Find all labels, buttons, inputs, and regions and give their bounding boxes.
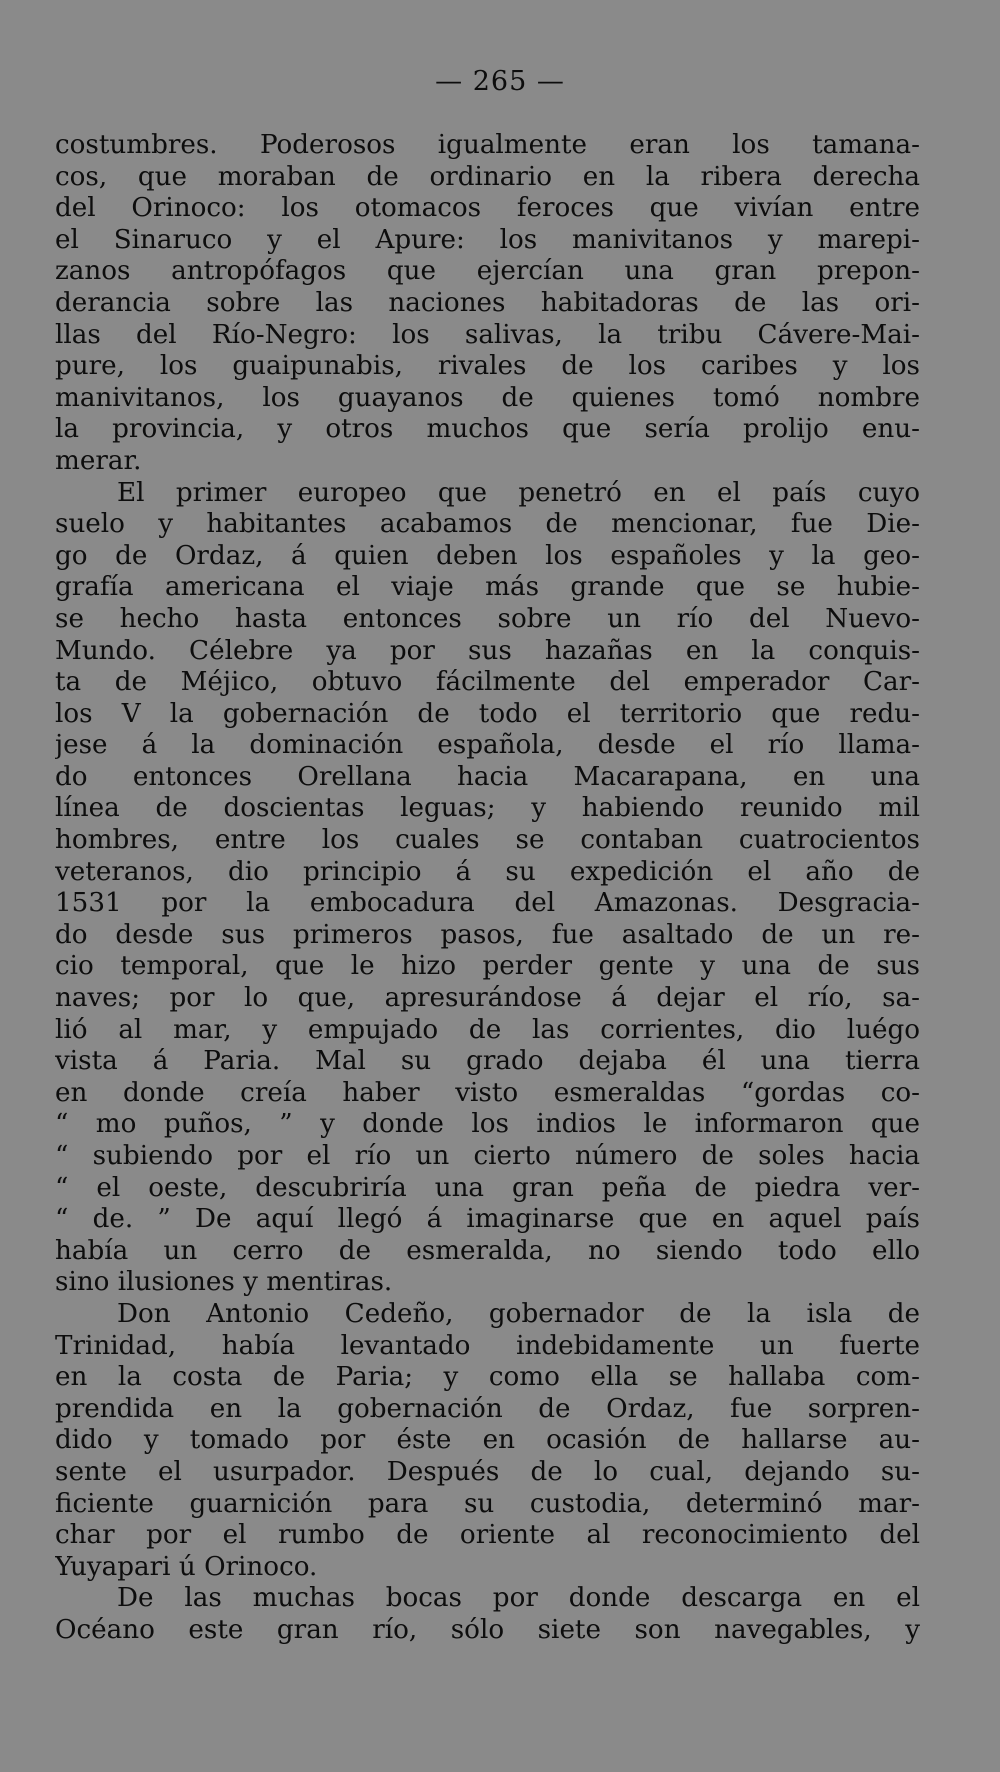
text-line: 1531 por la embocadura del Amazonas. Desgracia- <box>55 888 920 919</box>
text-line: Trinidad, había levantado indebidamente un fuerte <box>55 1330 920 1361</box>
text-line: lió al mar, y empujado de las corrientes, dio luégo <box>55 1014 920 1045</box>
text-line: derancia sobre las naciones habitadoras de las ori- <box>55 287 920 318</box>
text-line: sino ilusiones y mentiras. <box>55 1267 393 1298</box>
text-line: do entonces Orellana hacia Macarapana, en una <box>55 761 920 792</box>
page-text-body <box>55 130 920 1647</box>
text-line: manivitanos, los guayanos de quienes tomó nombre <box>55 382 920 413</box>
text-line: go de Ordaz, á quien deben los españoles y la geo- <box>55 540 920 571</box>
text-line: naves; por lo que, apresurándose á dejar el río, sa- <box>55 983 920 1014</box>
text-line: vista á Paria. Mal su grado dejaba él una tierra <box>55 1046 920 1077</box>
text-line: ficiente guarnición para su custodia, determinó mar- <box>55 1488 920 1519</box>
text-line: Don Antonio Cedeño, gobernador de la isla de <box>117 1298 920 1329</box>
text-line: del Orinoco: los otomacos feroces que vivían entre <box>55 193 920 224</box>
text-line: ta de Méjico, obtuvo fácilmente del emperador Car- <box>55 667 920 698</box>
text-line: dido y tomado por éste en ocasión de hallarse au- <box>55 1425 920 1456</box>
page-number: — 265 — <box>435 66 565 97</box>
text-line: se hecho hasta entonces sobre un río del Nuevo- <box>55 603 920 634</box>
text-line: char por el rumbo de oriente al reconocimiento del <box>55 1520 920 1551</box>
text-line: grafía americana el viaje más grande que se hubie- <box>55 572 920 603</box>
text-line: prendida en la gobernación de Ordaz, fue sorpren- <box>55 1393 920 1424</box>
text-line: jese á la dominación española, desde el río llama- <box>55 730 920 761</box>
text-line: Océano este gran río, sólo siete son navegables, y <box>55 1614 920 1645</box>
text-line: El primer europeo que penetró en el país cuyo <box>117 477 920 508</box>
text-line: llas del Río-Negro: los salivas, la tribu Cávere-Mai- <box>55 319 920 350</box>
text-line: “ subiendo por el río un cierto número de soles hacia <box>55 1141 920 1171</box>
text-line: cio temporal, que le hizo perder gente y una de sus <box>55 951 920 982</box>
text-line: suelo y habitantes acabamos de mencionar, fue Die- <box>55 509 920 540</box>
text-line: en la costa de Paria; y como ella se hallaba com- <box>55 1362 920 1393</box>
text-line: en donde creía haber visto esmeraldas “gordas co- <box>55 1077 920 1108</box>
text-line: do desde sus primeros pasos, fue asaltado de un re- <box>55 919 920 950</box>
text-line: había un cerro de esmeralda, no siendo todo ello <box>55 1235 920 1266</box>
text-line: De las muchas bocas por donde descarga en el <box>117 1583 920 1614</box>
text-line: la provincia, y otros muchos que sería prolijo enu- <box>55 414 920 445</box>
text-line: línea de doscientas leguas; y habiendo reunido mil <box>55 793 920 824</box>
text-line: hombres, entre los cuales se contaban cuatrocientos <box>55 825 920 856</box>
text-line: Mundo. Célebre ya por sus hazañas en la conquis- <box>55 635 920 666</box>
text-line: zanos antropófagos que ejercían una gran prepon- <box>55 256 920 287</box>
text-line: “ mo puños, ” y donde los indios le informaron que <box>55 1109 920 1140</box>
text-line: costumbres. Poderosos igualmente eran los tamana- <box>55 130 920 160</box>
text-line: “ de. ” De aquí llegó á imaginarse que en aquel país <box>55 1204 920 1235</box>
text-line: pure, los guaipunabis, rivales de los caribes y los <box>55 351 920 382</box>
text-line: “ el oeste, descubriría una gran peña de piedra ver- <box>55 1172 920 1203</box>
text-line: Yuyapari ú Orinoco. <box>55 1551 318 1582</box>
text-line: el Sinaruco y el Apure: los manivitanos y marepi- <box>55 224 920 255</box>
text-line: los V la gobernación de todo el territorio que redu- <box>55 698 920 729</box>
text-line: veteranos, dio principio á su expedición el año de <box>55 856 920 887</box>
text-line: sente el usurpador. Después de lo cual, dejando su- <box>55 1456 920 1487</box>
text-line: cos, que moraban de ordinario en la ribera derecha <box>55 161 920 192</box>
text-line: merar. <box>55 445 142 476</box>
